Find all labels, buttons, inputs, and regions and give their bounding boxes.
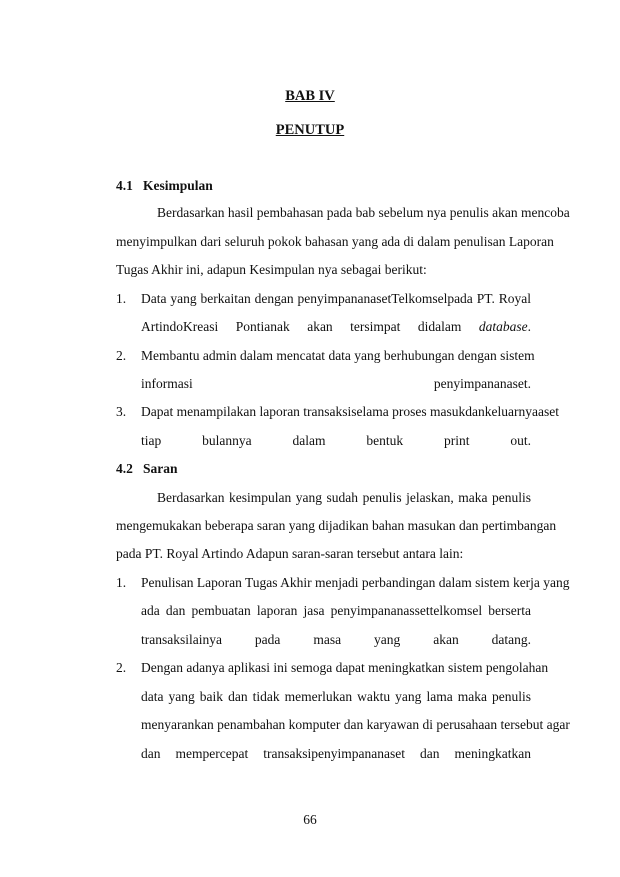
list-number: 3. [116, 404, 127, 419]
list-item-line: Penulisan Laporan Tugas Akhir menjadi perbandingan dalam sistem kerja yang [141, 575, 570, 590]
list-number: 2. [116, 660, 127, 675]
list-item-line: transaksilainya pada masa yang akan datang. [141, 632, 531, 647]
section-title: Saran [143, 461, 178, 476]
paragraph-line: mengemukakan beberapa saran yang dijadikan bahan masukan dan pertimbangan [116, 518, 557, 533]
list-item-line: informasi penyimpananaset. [141, 376, 531, 391]
paragraph-line: Berdasarkan hasil pembahasan pada bab sebelum nya penulis akan mencoba [157, 205, 570, 220]
page-number: 66 [303, 812, 317, 827]
list-item-line [141, 319, 531, 335]
section-heading-kesimpulan [116, 178, 213, 194]
list-item-line: menyarankan penambahan komputer dan karyawan di perusahaan tersebut agar [141, 717, 570, 732]
list-number: 2. [116, 348, 127, 363]
list-item-text: ArtindoKreasi Pontianak akan tersimpat didalam [141, 319, 479, 334]
paragraph-line: menyimpulkan dari seluruh pokok bahasan yang ada di dalam penulisan Laporan [116, 234, 554, 249]
list-item-line: Data yang berkaitan dengan penyimpananasetTelkomselpada PT. Royal [141, 291, 531, 306]
list-number: 1. [116, 291, 127, 306]
italic-term: database [478, 319, 528, 334]
chapter-title: PENUTUP [275, 122, 345, 138]
paragraph-line: pada PT. Royal Artindo Adapun saran-saran tersebut antara lain: [116, 546, 464, 561]
section-title: Kesimpulan [143, 178, 213, 193]
list-item-punct: . [527, 319, 531, 334]
paragraph-line: Berdasarkan kesimpulan yang sudah penulis jelaskan, maka penulis [157, 490, 531, 505]
list-item-line: Dengan adanya aplikasi ini semoga dapat meningkatkan sistem pengolahan [141, 660, 549, 675]
list-item-line: tiap bulannya dalam bentuk print out. [141, 433, 531, 448]
list-item-line: ada dan pembuatan laporan jasa penyimpananassettelkomsel berserta [141, 603, 531, 618]
list-item-line: Membantu admin dalam mencatat data yang berhubungan dengan sistem [141, 348, 535, 363]
list-item-line: Dapat menampilakan laporan transaksiselama proses masukdankeluarnyaaset [141, 404, 559, 419]
section-number: 4.1 [116, 178, 133, 193]
chapter-heading: BAB IV [285, 88, 335, 104]
section-heading-saran [116, 461, 178, 477]
list-item-line: dan mempercepat transaksipenyimpananaset dan meningkatkan [141, 746, 531, 761]
section-number: 4.2 [116, 461, 133, 476]
paragraph-line: Tugas Akhir ini, adapun Kesimpulan nya sebagai berikut: [116, 262, 427, 277]
list-number: 1. [116, 575, 127, 590]
list-item-line: data yang baik dan tidak memerlukan waktu yang lama maka penulis [141, 689, 531, 704]
